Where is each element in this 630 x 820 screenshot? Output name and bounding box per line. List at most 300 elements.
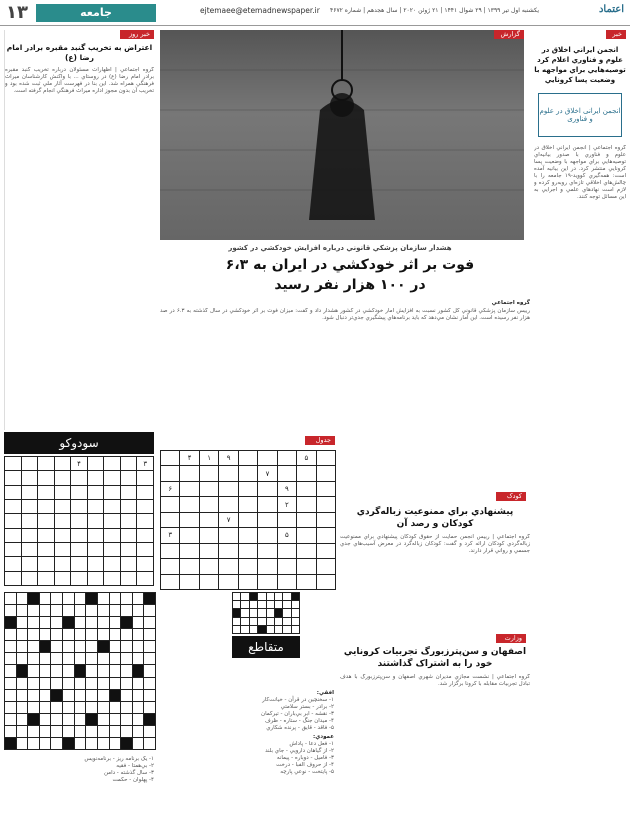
sudoku-solution-cell[interactable]	[278, 544, 296, 558]
crossword-cell[interactable]	[28, 726, 39, 737]
sudoku-cell[interactable]	[121, 529, 137, 542]
crossword-small-grid[interactable]	[232, 592, 300, 634]
crossword-cell[interactable]	[133, 653, 144, 664]
sudoku-cell[interactable]	[137, 486, 153, 499]
crossword-cell[interactable]	[110, 690, 121, 701]
sudoku-cell[interactable]	[104, 572, 120, 585]
sudoku-cell[interactable]	[137, 471, 153, 484]
sudoku-solution-cell[interactable]	[239, 466, 257, 480]
crossword-cell[interactable]	[121, 617, 132, 628]
sudoku-solution-cell[interactable]	[239, 451, 257, 465]
crossword-cell[interactable]	[98, 726, 109, 737]
sudoku-solution-cell[interactable]	[297, 482, 315, 496]
sudoku-solution-cell[interactable]	[219, 528, 237, 542]
crossword-cell[interactable]	[40, 714, 51, 725]
sudoku-cell[interactable]	[5, 486, 21, 499]
crossword-small-cell[interactable]	[233, 601, 240, 608]
sudoku-solution-cell[interactable]	[219, 497, 237, 511]
sudoku-solution-cell[interactable]	[317, 482, 335, 496]
sudoku-solution-cell[interactable]	[200, 466, 218, 480]
crossword-cell[interactable]	[133, 593, 144, 604]
crossword-small-cell[interactable]	[275, 593, 282, 600]
sudoku-cell[interactable]	[5, 500, 21, 513]
sudoku-cell[interactable]	[104, 486, 120, 499]
crossword-cell[interactable]	[17, 617, 28, 628]
crossword-small-cell[interactable]	[241, 593, 248, 600]
crossword-cell[interactable]	[110, 714, 121, 725]
crossword-cell[interactable]	[28, 665, 39, 676]
crossword-cell[interactable]	[75, 629, 86, 640]
crossword-small-cell[interactable]	[258, 618, 265, 625]
crossword-cell[interactable]	[98, 678, 109, 689]
sudoku-solution-cell[interactable]	[317, 497, 335, 511]
crossword-small-cell[interactable]	[292, 609, 299, 616]
crossword-cell[interactable]	[110, 653, 121, 664]
sudoku-solution-cell[interactable]: ۹	[278, 482, 296, 496]
crossword-cell[interactable]	[75, 605, 86, 616]
sudoku-solution-cell[interactable]	[180, 497, 198, 511]
crossword-small-cell[interactable]	[283, 593, 290, 600]
sudoku-solution-cell[interactable]: ۴	[180, 451, 198, 465]
sudoku-cell[interactable]	[88, 457, 104, 470]
sudoku-solution-cell[interactable]: ۵	[297, 451, 315, 465]
crossword-cell[interactable]	[86, 726, 97, 737]
sudoku-cell[interactable]	[38, 500, 54, 513]
crossword-cell[interactable]	[17, 665, 28, 676]
crossword-cell[interactable]	[133, 617, 144, 628]
sudoku-solution-cell[interactable]	[278, 451, 296, 465]
crossword-cell[interactable]	[75, 593, 86, 604]
sudoku-cell[interactable]	[121, 457, 137, 470]
crossword-cell[interactable]	[17, 605, 28, 616]
sudoku-solution-cell[interactable]	[317, 575, 335, 589]
sudoku-cell[interactable]	[55, 457, 71, 470]
crossword-cell[interactable]	[144, 714, 155, 725]
sudoku-solution-cell[interactable]	[180, 466, 198, 480]
crossword-cell[interactable]	[17, 690, 28, 701]
crossword-cell[interactable]	[110, 738, 121, 749]
sudoku-cell[interactable]	[5, 557, 21, 570]
sudoku-cell[interactable]	[121, 500, 137, 513]
crossword-cell[interactable]	[133, 690, 144, 701]
sudoku-solution-cell[interactable]	[258, 528, 276, 542]
crossword-small-cell[interactable]	[292, 626, 299, 633]
sudoku-cell[interactable]	[22, 457, 38, 470]
crossword-cell[interactable]	[98, 690, 109, 701]
crossword-cell[interactable]	[121, 690, 132, 701]
sudoku-cell[interactable]	[22, 572, 38, 585]
crossword-cell[interactable]	[144, 605, 155, 616]
sudoku-solution-cell[interactable]	[239, 544, 257, 558]
crossword-cell[interactable]	[40, 665, 51, 676]
sudoku-solution-cell[interactable]: ۳	[161, 528, 179, 542]
sudoku-solution-cell[interactable]	[297, 513, 315, 527]
crossword-cell[interactable]	[121, 605, 132, 616]
sudoku-cell[interactable]	[38, 529, 54, 542]
sudoku-cell[interactable]	[104, 457, 120, 470]
sudoku-solution-cell[interactable]: ۱	[200, 451, 218, 465]
crossword-cell[interactable]	[144, 593, 155, 604]
sudoku-solution-cell[interactable]	[200, 528, 218, 542]
crossword-cell[interactable]	[98, 593, 109, 604]
sudoku-solution-cell[interactable]	[258, 451, 276, 465]
crossword-cell[interactable]	[133, 738, 144, 749]
crossword-small-cell[interactable]	[292, 601, 299, 608]
sudoku-cell[interactable]	[22, 514, 38, 527]
sudoku-solution-cell[interactable]	[239, 497, 257, 511]
crossword-cell[interactable]	[75, 641, 86, 652]
crossword-cell[interactable]	[110, 678, 121, 689]
crossword-cell[interactable]	[121, 678, 132, 689]
crossword-cell[interactable]	[51, 605, 62, 616]
sudoku-solution-cell[interactable]	[278, 559, 296, 573]
sudoku-solution-cell[interactable]	[180, 559, 198, 573]
sudoku-cell[interactable]	[71, 572, 87, 585]
crossword-cell[interactable]	[86, 653, 97, 664]
sudoku-cell[interactable]	[22, 557, 38, 570]
crossword-cell[interactable]	[86, 738, 97, 749]
crossword-cell[interactable]	[98, 641, 109, 652]
crossword-cell[interactable]	[144, 665, 155, 676]
crossword-cell[interactable]	[121, 593, 132, 604]
crossword-cell[interactable]	[51, 702, 62, 713]
crossword-cell[interactable]	[110, 605, 121, 616]
sudoku-solution-cell[interactable]	[258, 544, 276, 558]
crossword-cell[interactable]	[75, 702, 86, 713]
sudoku-solution-cell[interactable]	[297, 528, 315, 542]
sudoku-cell[interactable]	[38, 486, 54, 499]
sudoku-cell[interactable]	[121, 514, 137, 527]
sudoku-solution-cell[interactable]	[258, 559, 276, 573]
crossword-cell[interactable]	[133, 605, 144, 616]
crossword-small-cell[interactable]	[250, 593, 257, 600]
sudoku-cell[interactable]	[55, 557, 71, 570]
crossword-cell[interactable]	[144, 641, 155, 652]
crossword-cell[interactable]	[17, 714, 28, 725]
crossword-small-cell[interactable]	[283, 609, 290, 616]
sudoku-solution-cell[interactable]	[200, 497, 218, 511]
crossword-small-cell[interactable]	[250, 626, 257, 633]
sudoku-cell[interactable]: ۴	[71, 457, 87, 470]
crossword-cell[interactable]	[63, 690, 74, 701]
sudoku-cell[interactable]	[71, 471, 87, 484]
sudoku-solution-cell[interactable]	[219, 544, 237, 558]
sudoku-cell[interactable]	[71, 514, 87, 527]
crossword-cell[interactable]	[63, 702, 74, 713]
sudoku-solution-cell[interactable]	[200, 544, 218, 558]
crossword-cell[interactable]	[28, 738, 39, 749]
crossword-cell[interactable]	[144, 702, 155, 713]
sudoku-cell[interactable]	[121, 572, 137, 585]
sudoku-solution-cell[interactable]: ۵	[278, 528, 296, 542]
sudoku-cell[interactable]	[104, 543, 120, 556]
sudoku-solution-cell[interactable]	[219, 466, 237, 480]
sudoku-cell[interactable]	[22, 529, 38, 542]
crossword-cell[interactable]	[63, 665, 74, 676]
crossword-cell[interactable]	[17, 702, 28, 713]
crossword-cell[interactable]	[40, 738, 51, 749]
crossword-cell[interactable]	[63, 738, 74, 749]
crossword-cell[interactable]	[121, 702, 132, 713]
sudoku-cell[interactable]	[88, 500, 104, 513]
crossword-cell[interactable]	[28, 593, 39, 604]
crossword-cell[interactable]	[5, 605, 16, 616]
sudoku-cell[interactable]	[71, 486, 87, 499]
crossword-small-cell[interactable]	[292, 593, 299, 600]
crossword-small-cell[interactable]	[283, 618, 290, 625]
sudoku-cell[interactable]	[121, 557, 137, 570]
crossword-cell[interactable]	[98, 702, 109, 713]
crossword-cell[interactable]	[28, 605, 39, 616]
sudoku-solution-cell[interactable]	[297, 497, 315, 511]
crossword-cell[interactable]	[98, 617, 109, 628]
crossword-cell[interactable]	[98, 714, 109, 725]
crossword-cell[interactable]	[40, 653, 51, 664]
crossword-small-cell[interactable]	[233, 593, 240, 600]
crossword-cell[interactable]	[121, 714, 132, 725]
crossword-cell[interactable]	[40, 678, 51, 689]
sudoku-cell[interactable]	[38, 543, 54, 556]
crossword-cell[interactable]	[5, 653, 16, 664]
sudoku-cell[interactable]	[22, 500, 38, 513]
crossword-cell[interactable]	[86, 665, 97, 676]
crossword-cell[interactable]	[5, 678, 16, 689]
sudoku-solution-cell[interactable]	[161, 544, 179, 558]
sudoku-solution-cell[interactable]: ۶	[161, 482, 179, 496]
crossword-small-cell[interactable]	[258, 609, 265, 616]
crossword-small-cell[interactable]	[267, 618, 274, 625]
crossword-cell[interactable]	[5, 617, 16, 628]
crossword-cell[interactable]	[133, 702, 144, 713]
sudoku-solution-cell[interactable]	[219, 559, 237, 573]
sudoku-cell[interactable]	[5, 529, 21, 542]
crossword-cell[interactable]	[51, 629, 62, 640]
sudoku-solution-cell[interactable]	[161, 451, 179, 465]
crossword-cell[interactable]	[98, 629, 109, 640]
crossword-cell[interactable]	[63, 641, 74, 652]
sudoku-cell[interactable]	[104, 500, 120, 513]
crossword-cell[interactable]	[110, 593, 121, 604]
crossword-cell[interactable]	[133, 678, 144, 689]
crossword-cell[interactable]	[144, 738, 155, 749]
crossword-cell[interactable]	[144, 726, 155, 737]
sudoku-cell[interactable]	[88, 529, 104, 542]
crossword-small-cell[interactable]	[241, 601, 248, 608]
sudoku-solution-cell[interactable]	[161, 466, 179, 480]
crossword-cell[interactable]	[86, 702, 97, 713]
sudoku-cell[interactable]	[121, 486, 137, 499]
sudoku-cell[interactable]	[55, 543, 71, 556]
crossword-cell[interactable]	[98, 738, 109, 749]
crossword-small-cell[interactable]	[250, 618, 257, 625]
sudoku-grid[interactable]	[4, 456, 154, 586]
crossword-cell[interactable]	[40, 641, 51, 652]
sudoku-solution-cell[interactable]	[239, 575, 257, 589]
sudoku-solution-cell[interactable]	[180, 482, 198, 496]
sudoku-solution-cell[interactable]	[297, 544, 315, 558]
sudoku-solution-cell[interactable]: ۷	[219, 513, 237, 527]
sudoku-solution-cell[interactable]	[317, 513, 335, 527]
sudoku-cell[interactable]	[22, 486, 38, 499]
sudoku-cell[interactable]	[71, 529, 87, 542]
crossword-cell[interactable]	[98, 653, 109, 664]
sudoku-cell[interactable]	[104, 471, 120, 484]
sudoku-solution-cell[interactable]	[239, 513, 257, 527]
sudoku-solution-cell[interactable]	[200, 482, 218, 496]
crossword-cell[interactable]	[17, 678, 28, 689]
sudoku-solution-cell[interactable]	[180, 528, 198, 542]
crossword-cell[interactable]	[63, 593, 74, 604]
crossword-small-cell[interactable]	[275, 618, 282, 625]
crossword-cell[interactable]	[133, 665, 144, 676]
crossword-cell[interactable]	[75, 738, 86, 749]
sudoku-cell[interactable]	[137, 529, 153, 542]
sudoku-solution-cell[interactable]	[258, 482, 276, 496]
crossword-small-cell[interactable]	[275, 609, 282, 616]
crossword-cell[interactable]	[110, 629, 121, 640]
crossword-cell[interactable]	[5, 702, 16, 713]
sudoku-solution-cell[interactable]	[278, 466, 296, 480]
crossword-cell[interactable]	[5, 690, 16, 701]
crossword-cell[interactable]	[5, 726, 16, 737]
sudoku-cell[interactable]	[137, 572, 153, 585]
crossword-cell[interactable]	[110, 726, 121, 737]
sudoku-cell[interactable]	[55, 529, 71, 542]
crossword-cell[interactable]	[40, 702, 51, 713]
crossword-small-cell[interactable]	[241, 626, 248, 633]
sudoku-solution-cell[interactable]	[297, 559, 315, 573]
crossword-cell[interactable]	[86, 641, 97, 652]
sudoku-cell[interactable]	[55, 486, 71, 499]
crossword-cell[interactable]	[28, 653, 39, 664]
crossword-cell[interactable]	[28, 702, 39, 713]
sudoku-solution-cell[interactable]	[180, 513, 198, 527]
crossword-small-cell[interactable]	[241, 609, 248, 616]
sudoku-cell[interactable]	[104, 557, 120, 570]
sudoku-cell[interactable]	[38, 572, 54, 585]
crossword-cell[interactable]	[144, 653, 155, 664]
sudoku-cell[interactable]	[38, 514, 54, 527]
crossword-small-cell[interactable]	[292, 618, 299, 625]
sudoku-solution-cell[interactable]	[200, 513, 218, 527]
crossword-cell[interactable]	[144, 617, 155, 628]
sudoku-cell[interactable]	[5, 457, 21, 470]
sudoku-solution-cell[interactable]	[297, 466, 315, 480]
crossword-cell[interactable]	[75, 678, 86, 689]
sudoku-cell[interactable]	[71, 557, 87, 570]
crossword-small-cell[interactable]	[275, 601, 282, 608]
crossword-small-cell[interactable]	[233, 618, 240, 625]
crossword-cell[interactable]	[28, 641, 39, 652]
sudoku-solution-cell[interactable]	[161, 559, 179, 573]
crossword-cell[interactable]	[75, 726, 86, 737]
sudoku-solution-cell[interactable]	[317, 451, 335, 465]
sudoku-solution-cell[interactable]	[180, 544, 198, 558]
crossword-cell[interactable]	[144, 678, 155, 689]
crossword-cell[interactable]	[63, 714, 74, 725]
crossword-cell[interactable]	[17, 653, 28, 664]
crossword-cell[interactable]	[144, 629, 155, 640]
sudoku-solution-cell[interactable]	[180, 575, 198, 589]
crossword-cell[interactable]	[98, 605, 109, 616]
crossword-cell[interactable]	[17, 726, 28, 737]
crossword-cell[interactable]	[51, 593, 62, 604]
sudoku-cell[interactable]	[5, 543, 21, 556]
sudoku-solution-cell[interactable]	[161, 497, 179, 511]
sudoku-cell[interactable]	[121, 471, 137, 484]
crossword-cell[interactable]	[51, 653, 62, 664]
crossword-cell[interactable]	[86, 678, 97, 689]
crossword-small-cell[interactable]	[267, 601, 274, 608]
crossword-cell[interactable]	[51, 665, 62, 676]
crossword-cell[interactable]	[51, 690, 62, 701]
sudoku-cell[interactable]	[121, 543, 137, 556]
crossword-cell[interactable]	[121, 738, 132, 749]
crossword-cell[interactable]	[121, 629, 132, 640]
sudoku-solution-cell[interactable]: ۲	[278, 497, 296, 511]
crossword-cell[interactable]	[86, 593, 97, 604]
crossword-cell[interactable]	[133, 641, 144, 652]
sudoku-solution-cell[interactable]	[297, 575, 315, 589]
sudoku-cell[interactable]	[88, 557, 104, 570]
crossword-cell[interactable]	[28, 629, 39, 640]
crossword-cell[interactable]	[144, 690, 155, 701]
sudoku-cell[interactable]	[88, 514, 104, 527]
crossword-cell[interactable]	[86, 714, 97, 725]
crossword-cell[interactable]	[5, 738, 16, 749]
crossword-cell[interactable]	[51, 738, 62, 749]
sudoku-solution-cell[interactable]	[317, 544, 335, 558]
crossword-cell[interactable]	[17, 641, 28, 652]
sudoku-solution-cell[interactable]	[317, 466, 335, 480]
crossword-small-cell[interactable]	[258, 626, 265, 633]
crossword-cell[interactable]	[63, 653, 74, 664]
crossword-cell[interactable]	[110, 702, 121, 713]
sudoku-solution-cell[interactable]	[200, 559, 218, 573]
sudoku-cell[interactable]	[137, 514, 153, 527]
crossword-small-cell[interactable]	[258, 593, 265, 600]
sudoku-solution-cell[interactable]	[219, 482, 237, 496]
sudoku-cell[interactable]	[38, 471, 54, 484]
crossword-cell[interactable]	[5, 665, 16, 676]
crossword-cell[interactable]	[133, 726, 144, 737]
crossword-small-cell[interactable]	[241, 618, 248, 625]
crossword-small-cell[interactable]	[233, 609, 240, 616]
crossword-cell[interactable]	[40, 605, 51, 616]
sudoku-cell[interactable]: ۳	[137, 457, 153, 470]
crossword-cell[interactable]	[63, 629, 74, 640]
sudoku-solution-cell[interactable]	[219, 575, 237, 589]
crossword-cell[interactable]	[5, 629, 16, 640]
crossword-cell[interactable]	[28, 678, 39, 689]
crossword-grid[interactable]	[4, 592, 156, 750]
crossword-cell[interactable]	[86, 629, 97, 640]
sudoku-cell[interactable]	[38, 557, 54, 570]
crossword-cell[interactable]	[17, 629, 28, 640]
sudoku-cell[interactable]	[55, 500, 71, 513]
crossword-small-cell[interactable]	[283, 601, 290, 608]
crossword-cell[interactable]	[28, 714, 39, 725]
sudoku-cell[interactable]	[137, 543, 153, 556]
section-email[interactable]: ejtemaee@etemadnewspaper.ir	[200, 6, 320, 15]
sudoku-cell[interactable]	[5, 514, 21, 527]
crossword-cell[interactable]	[86, 605, 97, 616]
crossword-cell[interactable]	[63, 726, 74, 737]
crossword-cell[interactable]	[110, 641, 121, 652]
crossword-cell[interactable]	[75, 617, 86, 628]
crossword-cell[interactable]	[40, 629, 51, 640]
crossword-small-cell[interactable]	[267, 609, 274, 616]
